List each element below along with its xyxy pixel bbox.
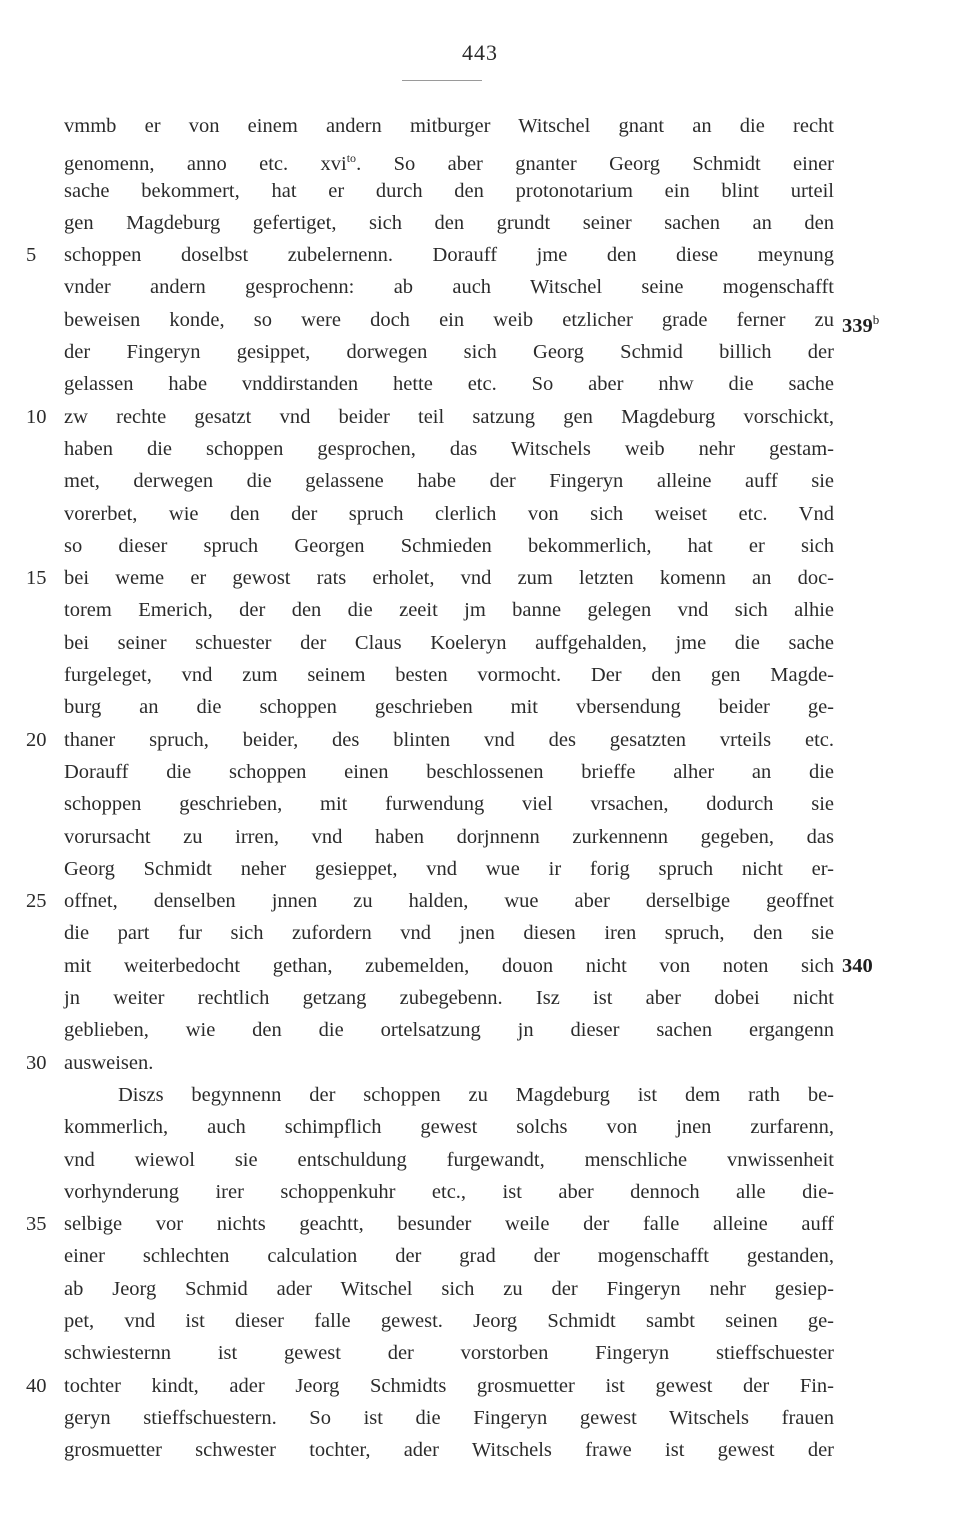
line-text: pet, vnd ist dieser falle gewest. Jeorg Schmidt sambt seinen ge- [64,1309,834,1332]
line-text: zw rechte gesatzt vnd beider teil satzung gen Magdeburg vorschickt, [64,405,834,428]
line-text: grosmuetter schwester tochter, ader Witschels frawe ist gewest der [64,1439,834,1462]
line-number: 5 [26,244,37,267]
line-text-continued: . So aber gnanter Georg Schmidt einer [356,153,834,176]
line-text: vnder andern gesprochenn: ab auch Witschel seine mogenschafft [64,276,834,299]
page-number: 443 [462,40,498,65]
text-line [64,175,834,207]
line-text: Diszs begynnenn der schoppen zu Magdeburg ist dem rath be- [118,1083,834,1106]
text-line [64,659,834,691]
line-text: vmmb er von einem andern mitburger Witschel gnant an die recht [64,115,834,137]
line-text: vnd wiewol sie entschuldung furgewandt, menschliche vnwissenheit [64,1148,834,1171]
line-text: ab Jeorg Schmid ader Witschel sich zu der Fingeryn nehr gesiep- [64,1277,834,1300]
text-line [64,1079,834,1111]
text-line [64,821,834,853]
text-line [64,1176,834,1208]
line-text: vorerbet, wie den der spruch clerlich von sich weiset etc. Vnd [64,502,834,525]
text-line [64,433,834,465]
text-line [26,1370,834,1402]
text-line [64,1014,834,1046]
text-line [64,1402,834,1434]
line-text: vorhynderung irer schoppenkuhr etc., ist aber dennoch alle die- [64,1180,834,1203]
text-line [26,401,834,433]
line-number: 40 [26,1374,47,1397]
text-line [64,982,834,1014]
text-line [64,853,834,885]
header-rule [402,80,482,81]
line-text: thaner spruch, beider, des blinten vnd des gesatzten vrteils etc. [64,728,834,751]
line-text: so dieser spruch Georgen Schmieden bekommerlich, hat er sich [64,534,834,557]
line-number: 30 [26,1051,47,1074]
line-text: sache bekommert, hat er durch den protonotarium ein blint urteil [64,179,834,202]
line-text: der Fingeryn gesippet, dorwegen sich Georg Schmid billich der [64,341,834,364]
line-text: tochter kindt, ader Jeorg Schmidts grosmuetter ist gewest der Fin- [64,1374,834,1397]
text-line [64,207,834,239]
line-text: jn weiter rechtlich getzang zubegebenn. Isz ist aber dobei nicht [64,987,834,1010]
text-line [64,110,834,142]
line-text: beweisen konde, so were doch ein weib etzlicher grade ferner zu [64,308,834,331]
text-line [64,1111,834,1143]
line-text: bei seiner schuester der Claus Koeleryn auffgehalden, jme die sache [64,631,834,654]
line-text: vorursacht zu irren, vnd haben dorjnnenn zurkennenn gegeben, das [64,825,834,848]
text-line [64,594,834,626]
text-line [26,724,834,756]
margin-page-reference: 340 [842,954,873,977]
line-text: haben die schoppen gesprochen, das Witschels weib nehr gestam- [64,437,834,460]
line-text: die part fur sich zufordern vnd jnen diesen iren spruch, den sie [64,922,834,945]
line-text: furgeleget, vnd zum seinem besten vormocht. Der den gen Magde- [64,664,834,687]
text-line [64,950,873,982]
text-line [64,465,834,497]
line-number: 25 [26,890,47,913]
text-line [64,627,834,659]
text-line [64,368,834,400]
line-text: geblieben, wie den die ortelsatzung jn dieser sachen ergangenn [64,1019,834,1042]
line-text: ausweisen. [64,1051,154,1074]
line-text: Georg Schmidt neher gesieppet, vnd wue ir forig spruch nicht er- [64,857,834,880]
line-text: einer schlechten calculation der grad der mogenschafft gestanden, [64,1245,834,1268]
superscript: to [346,151,357,166]
text-line [26,1047,834,1079]
line-text: gelassen habe vnddirstanden hette etc. So aber nhw die sache [64,373,834,396]
line-text: gen Magdeburg gefertiget, sich den grundt seiner sachen an den [64,211,834,234]
text-line [64,756,834,788]
line-text: bei weme er gewost rats erholet, vnd zum letzten komenn an doc- [64,567,834,590]
line-text: met, derwegen die gelassene habe der Fingeryn alleine auff sie [64,470,834,493]
line-number: 20 [26,728,47,751]
body-text [26,110,880,1466]
line-number: 10 [26,405,47,428]
line-text: torem Emerich, der den die zeeit jm banne gelegen vnd sich alhie [64,599,834,622]
text-line [64,336,834,368]
line-number: 15 [26,567,47,590]
text-line [64,1337,834,1369]
line-text: selbige vor nichts geachtt, besunder weile der falle alleine auff [64,1213,834,1236]
text-line [64,530,834,562]
text-line [26,1208,834,1240]
margin-reference-suffix: b [872,311,880,327]
text-line [64,304,880,337]
margin-page-reference: 339$^b$ [842,311,880,337]
text-line [64,271,834,303]
text-line [64,1144,834,1176]
text-line [64,917,834,949]
text-line [64,1434,834,1466]
text-line [64,498,834,530]
line-text: burg an die schoppen geschrieben mit vbersendung beider ge- [64,696,834,719]
line-text: kommerlich, auch schimpflich gewest solchs von jnen zurfarenn, [64,1116,834,1139]
line-text: mit weiterbedocht gethan, zubemelden, douon nicht von noten sich [64,954,834,977]
text-line [64,788,834,820]
text-line [64,142,834,174]
text-line [64,1305,834,1337]
line-text: schoppen doselbst zubelernenn. Dorauff jme den diese meynung [64,244,834,267]
line-text: Dorauff die schoppen einen beschlossenen brieffe alher an die [64,760,834,783]
text-line [64,1240,834,1272]
line-number: 35 [26,1213,47,1236]
line-text: schwiesternn ist gewest der vorstorben Fingeryn stieffschuester [64,1342,834,1365]
line-text: offnet, denselben jnnen zu halden, wue aber derselbige geoffnet [64,890,834,913]
text-line [26,239,834,271]
text-line [64,691,834,723]
text-line [26,885,834,917]
text-line [26,562,834,594]
text-line [64,1273,834,1305]
line-text: geryn stieffschuestern. So ist die Fingeryn gewest Witschels frauen [64,1406,834,1429]
line-text: genomenn, anno etc. xvi [64,153,347,176]
line-text: schoppen geschrieben, mit furwendung viel vrsachen, dodurch sie [64,793,834,816]
